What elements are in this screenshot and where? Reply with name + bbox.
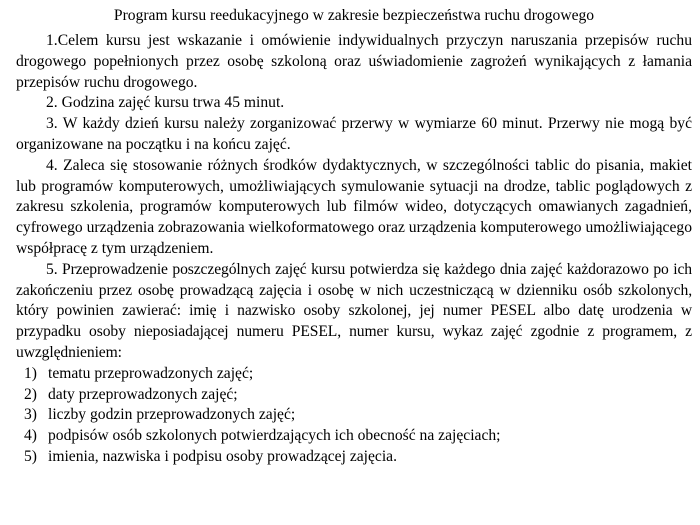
paragraph-teaching-aids: 4. Zaleca się stosowanie różnych środków dydaktycznych, w szczególności tablic do pisania, makiet lub programów komputerowych, umożliwiających symulowanie sytuacji na drodze, tablic poglądowych z zakresu szkolenia, programów komputerowych lub filmów wideo, dotyczących omawianych zagadnień, cyfrowego urządzenia zobrazowania wielkoformatowego oraz urządzenia komputerowego umożliwiającego współpracę z tym urządzeniem. (16, 156, 692, 257)
list-item-number: 5) (24, 447, 37, 465)
document-title: Program kursu reedukacyjnego w zakresie bezpieczeństwa ruchu drogowego (113, 7, 595, 24)
list-item-text: imienia, nazwiska i podpisu osoby prowadzącej zajęcia. (48, 447, 398, 465)
paragraph-lesson-duration: 2. Godzina zajęć kursu trwa 45 minut. (46, 94, 285, 112)
record-contents-list (16, 364, 692, 468)
list-item (16, 447, 692, 468)
paragraph-purpose: 1.Celem kursu jest wskazanie i omówienie indywidualnych przyczyn naruszania przepisów ruchu drogowego popełnionych przez osobę szkoloną oraz uświadomienie zagrożeń wynikających z łamania przepisów ruchu drogowego. (16, 32, 692, 91)
list-item-text: tematu przeprowadzonych zajęć; (48, 364, 254, 382)
list-item (16, 364, 692, 385)
document-page (16, 6, 692, 468)
list-item-number: 2) (24, 385, 37, 403)
list-item-number: 4) (24, 427, 37, 445)
list-item-number: 1) (24, 364, 37, 382)
list-item (16, 385, 692, 406)
paragraph-breaks: 3. W każdy dzień kursu należy zorganizować przerwy w wymiarze 60 minut. Przerwy nie mogą być organizowane na początku i na końcu zajęć. (16, 115, 692, 153)
list-item-text: daty przeprowadzonych zajęć; (48, 385, 238, 403)
list-item-text: podpisów osób szkolonych potwierdzających ich obecność na zajęciach; (48, 427, 501, 445)
paragraph-attendance-record: 5. Przeprowadzenie poszczególnych zajęć kursu potwierdza się każdego dnia zajęć każdorazowo po ich zakończeniu przez osobę prowadzącą zajęcia i osobę w nich uczestniczącą w dzienniku osób szkolonych, który powinien zawierać: imię i nazwisko osoby szkolonej, jej numer PESEL albo datę urodzenia w przypadku osoby nieposiadającej numeru PESEL, numer kursu, wykaz zajęć zgodnie z programem, z uwzględnieniem: (16, 260, 692, 361)
list-item-number: 3) (24, 406, 37, 424)
list-item-text: liczby godzin przeprowadzonych zajęć; (48, 406, 296, 424)
list-item (16, 405, 692, 426)
list-item (16, 426, 692, 447)
